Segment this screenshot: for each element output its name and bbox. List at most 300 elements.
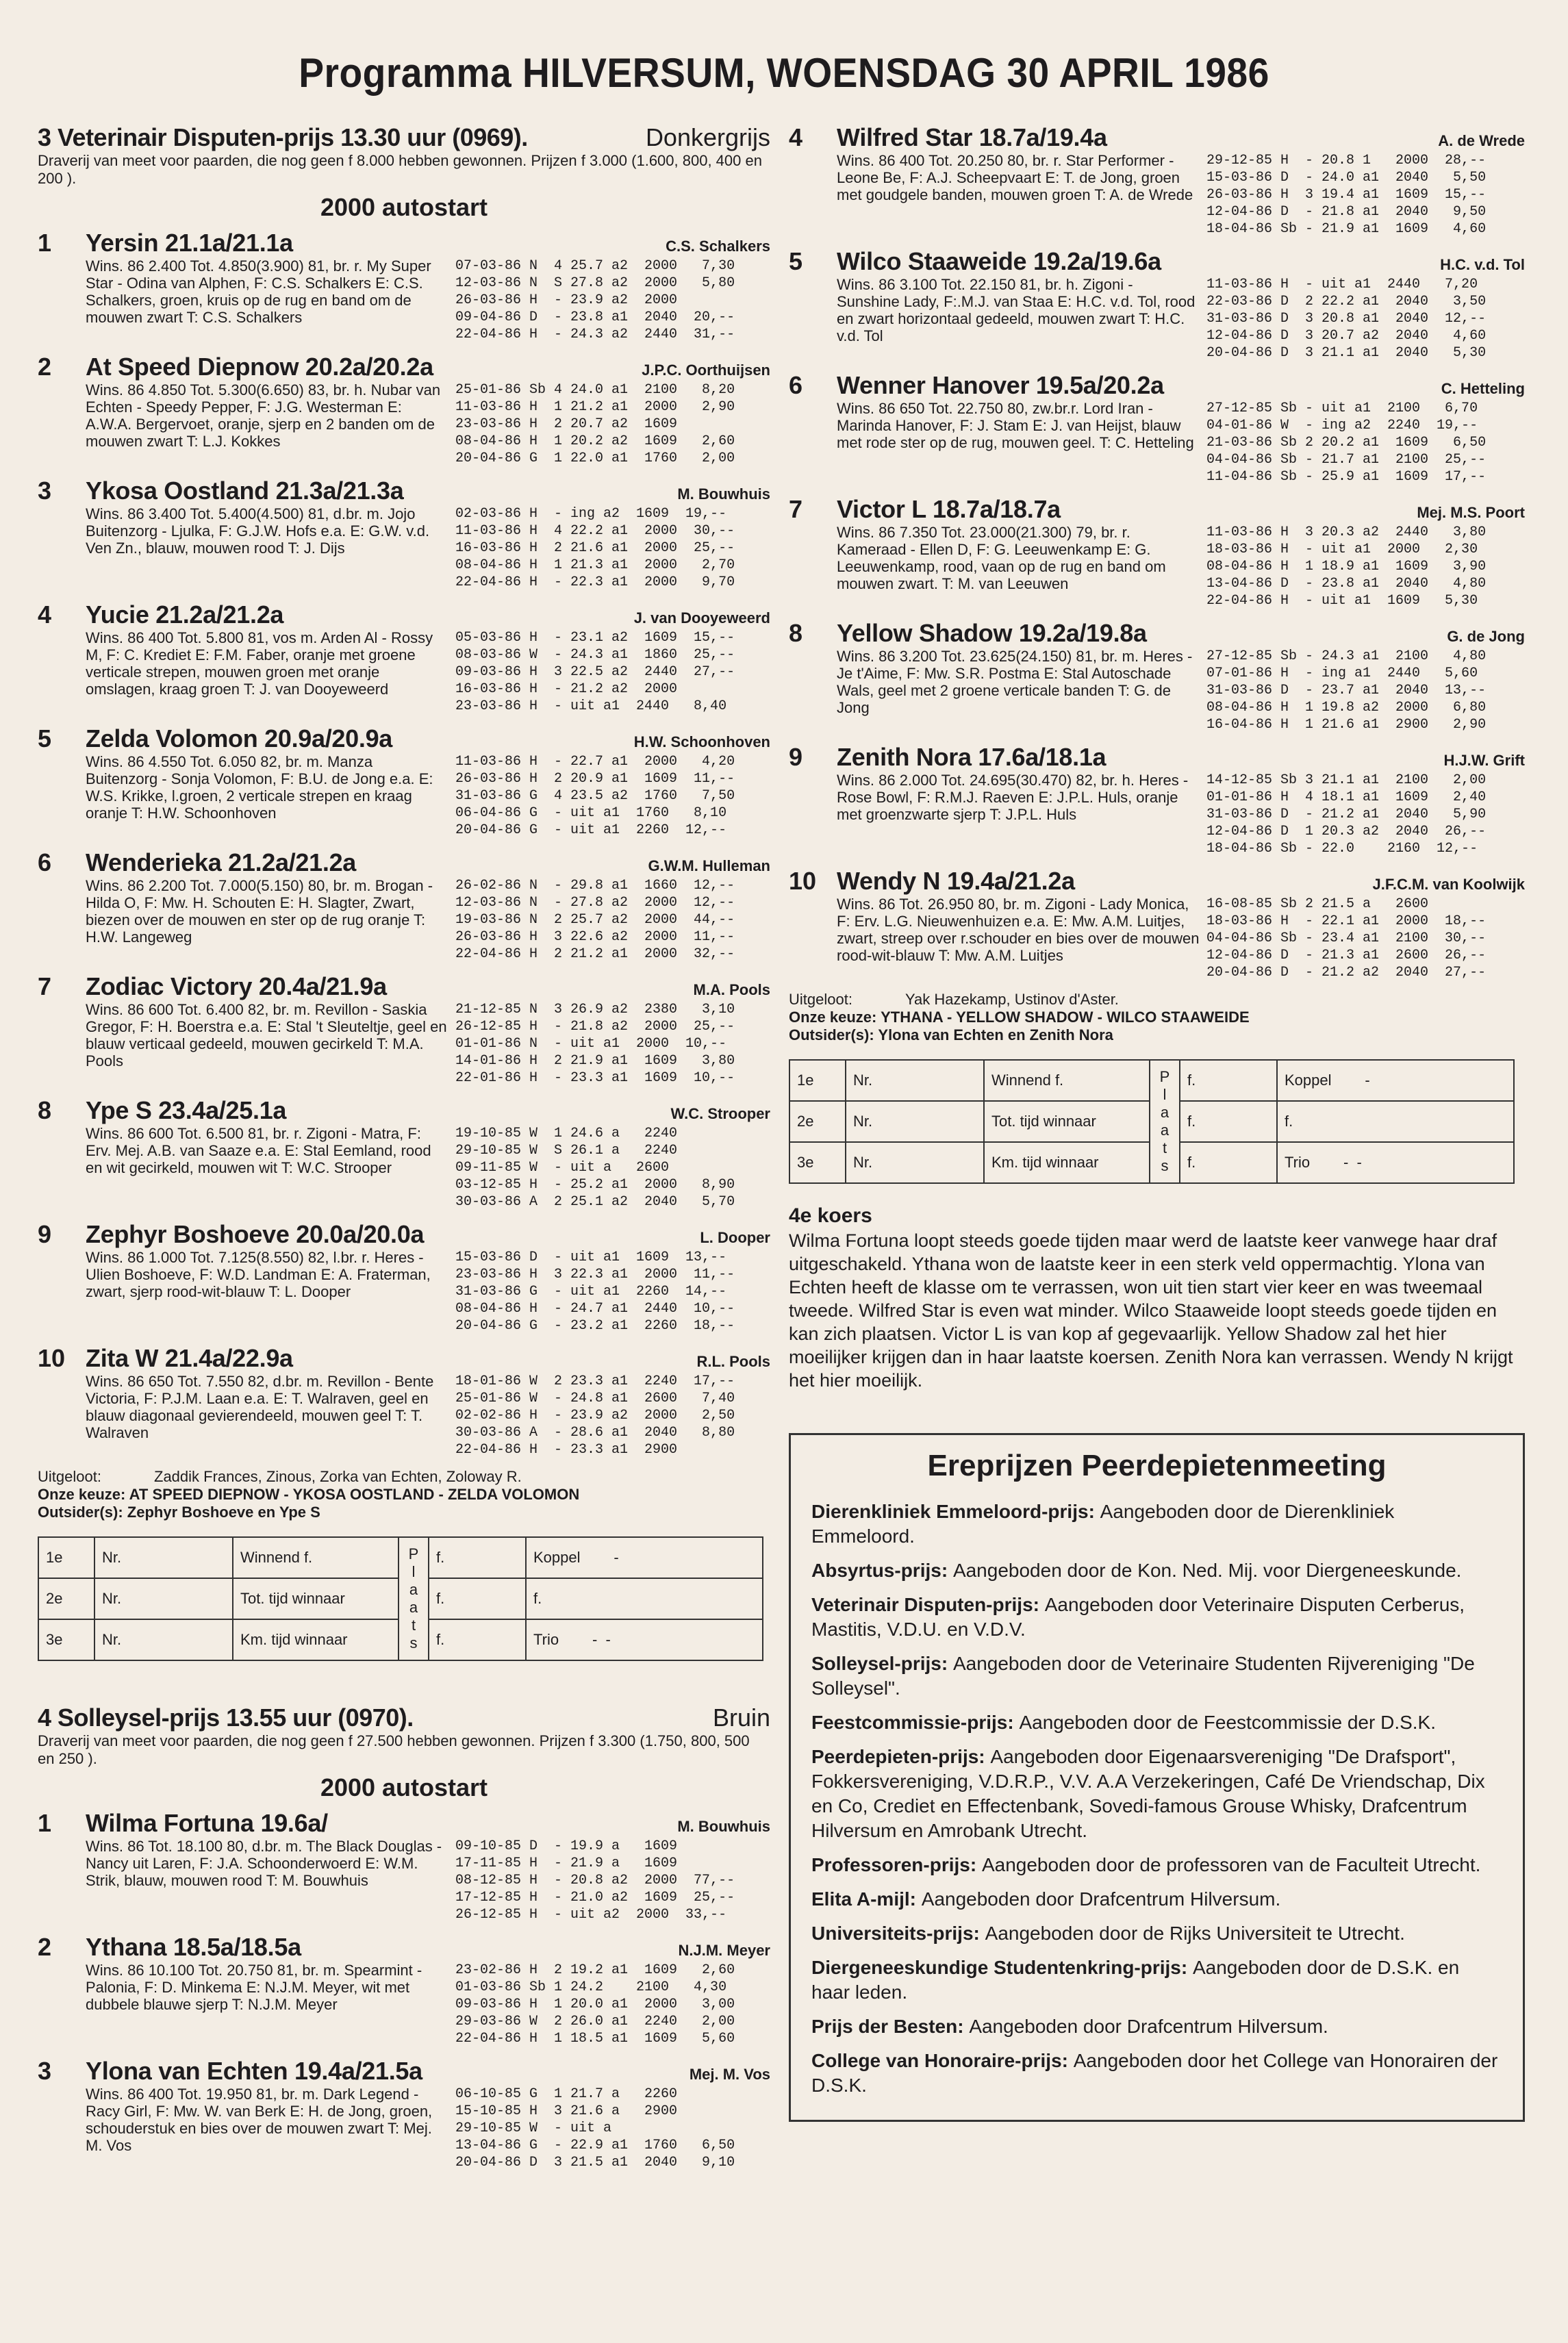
horse-body <box>86 381 770 467</box>
form-line: 12-03-86 N - 27.8 a2 2000 12,-- <box>455 895 735 911</box>
form-line: 14-01-86 H 2 21.9 a1 1609 3,80 <box>455 1053 735 1069</box>
horse-name: Yellow Shadow 19.2a/19.8a <box>837 619 1147 647</box>
horse-entry <box>789 495 1525 609</box>
outsiders-line <box>38 1504 770 1521</box>
form-line: 04-04-86 Sb - 21.7 a1 2100 25,-- <box>1206 452 1487 468</box>
form-line: 08-04-86 H - 24.7 a1 2440 10,-- <box>455 1301 735 1317</box>
uitgeloot-label: Uitgeloot: <box>38 1468 101 1485</box>
horse-header <box>38 600 770 629</box>
prize-item <box>811 1593 1502 1642</box>
prize-item <box>811 2014 1502 2039</box>
form-line: 12-03-86 N S 27.8 a2 2000 5,80 <box>455 275 735 291</box>
horse-driver: J. van Dooyeweerd <box>633 609 770 626</box>
horse-description: Wins. 86 2.000 Tot. 24.695(30.470) 82, br. h. Heres - Rose Bowl, F: R.M.J. Raeven E: J.P.L. Huls, oranje met groenzwarte sjerp T: J.P.L. Huls <box>837 772 1189 823</box>
form-line: 27-12-85 Sb - 24.3 a1 2100 4,80 <box>1206 648 1487 664</box>
horse-number: 1 <box>38 1809 52 1837</box>
form-line: 16-08-85 Sb 2 21.5 a 2600 <box>1206 896 1429 912</box>
horse-entry <box>38 1220 770 1334</box>
uitgeloot-value: Yak Hazekamp, Ustinov d'Aster. <box>905 991 1119 1008</box>
horse-number: 9 <box>38 1220 52 1248</box>
horse-header <box>789 867 1525 896</box>
prize-item <box>811 1955 1502 2005</box>
horse-description: Wins. 86 Tot. 18.100 80, d.br. m. The Black Douglas - Nancy uit Laren, F: J.A. Schoonderwoerd E: W.M. Strik, blauw, mouwen rood T: M. Bouwhuis <box>86 1838 442 1889</box>
result-extra: Koppel - <box>526 1537 763 1578</box>
horse-entry <box>38 2057 770 2171</box>
horse-form <box>455 1125 770 1211</box>
form-line: 07-01-86 H - ing a1 2440 5,60 <box>1206 666 1478 681</box>
form-line: 18-03-86 H - 22.1 a1 2000 18,-- <box>1206 913 1487 929</box>
horse-entry <box>38 1344 770 1458</box>
horse-form <box>1206 772 1525 857</box>
form-line: 01-01-86 H 4 18.1 a1 1609 2,40 <box>1206 789 1487 805</box>
prize-item <box>811 1499 1502 1549</box>
horse-body <box>86 2086 770 2171</box>
result-label: Km. tijd winnaar <box>984 1142 1150 1183</box>
race-color: Bruin <box>712 1704 770 1732</box>
horse-name: Yucie 21.2a/21.2a <box>86 600 284 629</box>
horse-header <box>38 353 770 381</box>
form-line: 23-03-86 H 3 22.3 a1 2000 11,-- <box>455 1267 735 1282</box>
result-label: Winnend f. <box>233 1537 399 1578</box>
horse-number: 3 <box>38 477 52 505</box>
form-line: 04-04-86 Sb - 23.4 a1 2100 30,-- <box>1206 930 1487 946</box>
result-position: 1e <box>789 1060 846 1101</box>
prize-name: Feestcommissie-prijs: <box>811 1712 1020 1733</box>
result-extra: f. <box>526 1578 763 1619</box>
prizes-box <box>789 1433 1525 2122</box>
horse-form <box>455 1838 770 1923</box>
form-line: 26-12-85 H - uit a2 2000 33,-- <box>455 1907 727 1923</box>
form-line: 08-04-86 H 1 19.8 a2 2000 6,80 <box>1206 700 1487 715</box>
horse-form <box>455 629 770 715</box>
horse-description: Wins. 86 10.100 Tot. 20.750 81, br. m. Spearmint - Palonia, F: D. Minkema E: N.J.M. Meyer, wit met dubbele blauwe sjerp T: N.J.M. Meyer <box>86 1962 422 2013</box>
horse-body <box>86 1125 770 1211</box>
keuze-label: Onze keuze: <box>789 1009 881 1026</box>
form-line: 20-04-86 G 1 22.0 a1 1760 2,00 <box>455 451 735 466</box>
prizes-title: Ereprijzen Peerdepietenmeeting <box>927 1449 1387 1482</box>
page-title: Programma HILVERSUM, WOENSDAG 30 APRIL 1986 <box>299 50 1269 96</box>
horse-entry <box>789 867 1525 981</box>
horse-name: Ythana 18.5a/18.5a <box>86 1933 301 1961</box>
outsiders-value: Zephyr Boshoeve en Ype S <box>127 1504 320 1521</box>
form-line: 18-04-86 Sb - 21.9 a1 1609 4,60 <box>1206 221 1487 237</box>
form-line: 08-04-86 H 1 21.3 a1 2000 2,70 <box>455 557 735 573</box>
race-title: 3 Veterinair Disputen-prijs 13.30 uur (0969). <box>38 123 528 151</box>
form-line: 25-01-86 Sb 4 24.0 a1 2100 8,20 <box>455 382 735 398</box>
prize-name: Solleysel-prijs: <box>811 1653 953 1674</box>
left-column <box>38 123 770 2181</box>
form-line: 22-01-86 H - 23.3 a1 1609 10,-- <box>455 1070 735 1086</box>
koers-text: Wilma Fortuna loopt steeds goede tijden maar werd de laatste keer vanwege haar draf uitgeschakeld. Ythana won de laatste keer in een sterk veld oppermachtig. Ylona van Echten heeft de klasse om te verrassen, won uit tien start vier keer en was tweemaal tweede. Wilfred Star is even wat minder. Wilco Staaweide loopt steeds goede tijden en kan zich plaatsen. Victor L is van kop af gegevaarlijk. Yellow Shadow zal het hier moeilijker krijgen dan in haar laatste koersen. Zenith Nora kan verrassen. Wendy N krijgt het hier moeilijk. <box>789 1230 1513 1391</box>
outsiders-value: Ylona van Echten en Zenith Nora <box>878 1026 1113 1043</box>
result-nr: Nr. <box>94 1578 233 1619</box>
keuze-value: YTHANA - YELLOW SHADOW - WILCO STAAWEIDE <box>881 1009 1250 1026</box>
prize-item <box>811 1710 1502 1735</box>
horse-number: 7 <box>38 972 52 1000</box>
form-line: 09-11-85 W - uit a 2600 <box>455 1160 670 1176</box>
horse-form <box>1206 896 1525 981</box>
prize-text: Aangeboden door de Rijks Universiteit te Utrecht. <box>985 1923 1405 1944</box>
horse-driver: R.L. Pools <box>696 1353 770 1370</box>
horse-driver: C. Hetteling <box>1441 380 1525 397</box>
horse-body <box>837 276 1525 362</box>
horse-entry <box>789 743 1525 857</box>
horse-driver: H.C. v.d. Tol <box>1440 256 1525 273</box>
uitgeloot-line <box>38 1468 770 1486</box>
horse-body <box>837 772 1525 857</box>
result-extra: Trio - - <box>526 1619 763 1660</box>
result-label: Km. tijd winnaar <box>233 1619 399 1660</box>
horse-form <box>455 1249 770 1334</box>
horse-body <box>86 1001 770 1087</box>
form-line: 16-03-86 H - 21.2 a2 2000 <box>455 681 678 697</box>
form-line: 26-03-86 H - 23.9 a2 2000 <box>455 292 678 308</box>
form-line: 09-04-86 D - 23.8 a1 2040 20,-- <box>455 309 735 325</box>
form-line: 12-04-86 D 1 20.3 a2 2040 26,-- <box>1206 824 1487 839</box>
horse-body <box>86 257 770 343</box>
prize-text: Aangeboden door het College van Honorairen der D.S.K. <box>811 2050 1498 2096</box>
result-plaats-f: f. <box>1180 1142 1277 1183</box>
horse-description: Wins. 86 4.850 Tot. 5.300(6.650) 83, br. h. Nubar van Echten - Speedy Pepper, F: J.G. Westerman E: A.W.A. Bergervoet, oranje, sjerp en 2 banden om de mouwen zwart T: L.J. Kokkes <box>86 381 441 450</box>
horse-description: Wins. 86 2.200 Tot. 7.000(5.150) 80, br. m. Brogan - Hilda O, F: Mw. H. Schouten E: H. Slagter, Zwart, biezen over de mouwen en ster op de rug oranje T: H.W. Langeweg <box>86 877 433 946</box>
horse-header <box>38 229 770 257</box>
form-line: 12-04-86 D - 21.3 a1 2600 26,-- <box>1206 948 1487 963</box>
form-line: 13-04-86 G - 22.9 a1 1760 6,50 <box>455 2138 735 2153</box>
form-line: 22-04-86 H - 23.3 a1 2900 <box>455 1442 678 1458</box>
horse-form <box>455 505 770 591</box>
form-line: 15-03-86 D - 24.0 a1 2040 5,50 <box>1206 170 1487 186</box>
form-line: 11-03-86 H - 22.7 a1 2000 4,20 <box>455 754 735 770</box>
result-plaats-f: f. <box>1180 1101 1277 1142</box>
form-line: 23-03-86 H - uit a1 2440 8,40 <box>455 698 727 714</box>
form-line: 19-10-85 W 1 24.6 a 2240 <box>455 1126 678 1141</box>
horse-form <box>1206 524 1525 609</box>
horse-number: 4 <box>38 600 52 629</box>
result-row <box>789 1060 1514 1101</box>
horse-entry <box>38 724 770 839</box>
horse-form <box>455 753 770 839</box>
result-nr: Nr. <box>846 1101 984 1142</box>
horse-body <box>86 1249 770 1334</box>
result-nr: Nr. <box>846 1142 984 1183</box>
form-line: 08-04-86 H 1 20.2 a2 1609 2,60 <box>455 433 735 449</box>
form-line: 02-03-86 H - ing a2 1609 19,-- <box>455 506 727 522</box>
result-table <box>789 1059 1515 1184</box>
form-line: 29-10-85 W S 26.1 a 2240 <box>455 1143 678 1158</box>
form-line: 02-02-86 H - 23.9 a2 2000 2,50 <box>455 1408 735 1423</box>
race-color: Donkergrijs <box>645 123 770 151</box>
horse-driver: M. Bouwhuis <box>677 1818 770 1835</box>
horse-header <box>38 972 770 1001</box>
horse-name: Ype S 23.4a/25.1a <box>86 1096 287 1124</box>
result-table <box>38 1536 763 1661</box>
result-nr: Nr. <box>94 1619 233 1660</box>
horse-body <box>837 524 1525 609</box>
prize-name: Prijs der Besten: <box>811 2016 970 2037</box>
horse-number: 1 <box>38 229 52 257</box>
prize-text: Aangeboden door de professoren van de Faculteit Utrecht. <box>981 1854 1481 1875</box>
horse-form <box>455 877 770 963</box>
horse-header <box>789 247 1525 276</box>
form-line: 18-03-86 H - uit a1 2000 2,30 <box>1206 542 1478 557</box>
form-line: 30-03-86 A - 28.6 a1 2040 8,80 <box>455 1425 735 1441</box>
form-line: 06-10-85 G 1 21.7 a 2260 <box>455 2086 678 2102</box>
horse-driver: A. de Wrede <box>1438 132 1525 149</box>
form-line: 01-01-86 N - uit a1 2000 10,-- <box>455 1036 727 1052</box>
horse-name: Zodiac Victory 20.4a/21.9a <box>86 972 387 1000</box>
form-line: 22-04-86 H - 22.3 a1 2000 9,70 <box>455 574 735 590</box>
horse-entry <box>789 371 1525 485</box>
koers-block <box>789 1204 1525 1392</box>
horse-entry <box>789 247 1525 362</box>
form-line: 18-04-86 Sb - 22.0 2160 12,-- <box>1206 841 1478 857</box>
prize-name: Absyrtus-prijs: <box>811 1560 953 1581</box>
form-line: 18-01-86 W 2 23.3 a1 2240 17,-- <box>455 1373 735 1389</box>
prize-text: Aangeboden door Eigenaarsvereniging "De Drafsport", Fokkersvereniging, V.D.R.P., V.V. A.A Verzekeringen, Café De Vriendschap, Dix en Co, Crediet en Effectenbank, Sovedi-famous Grouse Whisky, Drafcentrum Hilversum en Amrobank Utrecht. <box>811 1746 1485 1841</box>
race-start-type: 2000 autostart <box>320 193 488 221</box>
result-label: Winnend f. <box>984 1060 1150 1101</box>
horse-entry <box>38 477 770 591</box>
prize-text: Aangeboden door Drafcentrum Hilversum. <box>921 1888 1281 1910</box>
form-line: 27-12-85 Sb - uit a1 2100 6,70 <box>1206 401 1478 416</box>
horse-body <box>86 877 770 963</box>
form-line: 22-04-86 H - uit a1 1609 5,30 <box>1206 593 1478 609</box>
horse-body <box>86 629 770 715</box>
horse-form <box>1206 400 1525 485</box>
form-line: 22-03-86 D 2 22.2 a1 2040 3,50 <box>1206 294 1487 309</box>
uitgeloot-line <box>789 991 1525 1009</box>
prize-item <box>811 1558 1502 1583</box>
horse-name: Wenderieka 21.2a/21.2a <box>86 848 357 876</box>
horse-header <box>38 848 770 877</box>
form-line: 29-12-85 H - 20.8 1 2000 28,-- <box>1206 153 1487 168</box>
horse-body <box>86 1838 770 1923</box>
form-line: 20-04-86 D 3 21.5 a1 2040 9,10 <box>455 2155 735 2170</box>
horse-header <box>789 495 1525 524</box>
horse-description: Wins. 86 650 Tot. 22.750 80, zw.br.r. Lord Iran - Marinda Hanover, F: J. Stam E: J. van Heijst, blauw met rode ster op de rug, mouwen geel. T: C. Hetteling <box>837 400 1194 451</box>
horse-name: Zenith Nora 17.6a/18.1a <box>837 743 1107 771</box>
prize-name: Elita A-mijl: <box>811 1888 922 1910</box>
horse-driver: G. de Jong <box>1447 628 1525 645</box>
form-line: 23-02-86 H 2 19.2 a1 1609 2,60 <box>455 1962 735 1978</box>
prize-text: Aangeboden door Veterinaire Disputen Cerberus, Mastitis, V.D.U. en V.D.V. <box>811 1594 1465 1640</box>
prize-text: Aangeboden door de Kon. Ned. Mij. voor Diergeneeskunde. <box>952 1560 1462 1581</box>
horse-form <box>455 1373 770 1458</box>
horse-header <box>789 619 1525 648</box>
race-gap <box>38 1661 770 1704</box>
horse-form <box>455 1962 770 2047</box>
result-label: Tot. tijd winnaar <box>233 1578 399 1619</box>
prize-item <box>811 1921 1502 1946</box>
horse-name: At Speed Diepnow 20.2a/20.2a <box>86 353 433 381</box>
horse-name: Wendy N 19.4a/21.2a <box>837 867 1075 895</box>
horse-name: Wenner Hanover 19.5a/20.2a <box>837 371 1164 399</box>
form-line: 11-03-86 H 1 21.2 a1 2000 2,90 <box>455 399 735 415</box>
horse-header <box>789 743 1525 772</box>
form-line: 03-12-85 H - 25.2 a1 2000 8,90 <box>455 1177 735 1193</box>
prize-text: Aangeboden door de D.S.K. en haar leden. <box>811 1957 1460 2003</box>
horse-number: 9 <box>789 743 803 771</box>
horse-description: Wins. 86 400 Tot. 19.950 81, br. m. Dark Legend - Racy Girl, F: Mw. W. van Berk E: H. de Jong, groen, schouderstuk en bies over de mouwen zwart T: Mej. M. Vos <box>86 2086 433 2154</box>
result-plaats-f: f. <box>429 1619 526 1660</box>
horse-number: 8 <box>38 1096 52 1124</box>
horse-header <box>38 477 770 505</box>
form-line: 09-03-86 H 3 22.5 a2 2440 27,-- <box>455 664 735 680</box>
result-extra: Koppel - <box>1277 1060 1514 1101</box>
form-line: 17-12-85 H - 21.0 a2 1609 25,-- <box>455 1890 735 1905</box>
horse-description: Wins. 86 7.350 Tot. 23.000(21.300) 79, br. r. Kameraad - Ellen D, F: G. Leeuwenkamp E: G. Leeuwenkamp, rood, vaan op de rug en band om mouwen zwart. T: M. van Leeuwen <box>837 524 1166 592</box>
outsiders-label: Outsider(s): <box>38 1504 127 1521</box>
keuze-line <box>38 1486 770 1504</box>
horse-body <box>86 1962 770 2047</box>
form-line: 31-03-86 D - 23.7 a1 2040 13,-- <box>1206 683 1487 698</box>
form-line: 26-03-86 H 3 22.6 a2 2000 11,-- <box>455 929 735 945</box>
horse-body <box>837 152 1525 238</box>
form-line: 13-04-86 D - 23.8 a1 2040 4,80 <box>1206 576 1487 592</box>
plaats-label: P l a a t s <box>399 1537 429 1660</box>
form-line: 25-01-86 W - 24.8 a1 2600 7,40 <box>455 1391 735 1406</box>
form-line: 31-03-86 D - 21.2 a1 2040 5,90 <box>1206 807 1487 822</box>
result-nr: Nr. <box>846 1060 984 1101</box>
form-line: 07-03-86 N 4 25.7 a2 2000 7,30 <box>455 258 735 274</box>
result-plaats-f: f. <box>429 1578 526 1619</box>
result-position: 2e <box>789 1101 846 1142</box>
horse-driver: J.P.C. Oorthuijsen <box>642 362 770 379</box>
horse-entry <box>38 972 770 1087</box>
form-line: 08-03-86 W - 24.3 a1 1860 25,-- <box>455 647 735 663</box>
form-line: 17-11-85 H - 21.9 a 1609 <box>455 1856 678 1871</box>
horse-name: Yersin 21.1a/21.1a <box>86 229 293 257</box>
form-line: 15-03-86 D - uit a1 1609 13,-- <box>455 1250 727 1265</box>
horse-name: Wilco Staaweide 19.2a/19.6a <box>837 247 1161 275</box>
horse-name: Victor L 18.7a/18.7a <box>837 495 1061 523</box>
horse-header <box>38 1096 770 1125</box>
form-line: 11-03-86 H 4 22.2 a1 2000 30,-- <box>455 523 735 539</box>
form-line: 12-04-86 D 3 20.7 a2 2040 4,60 <box>1206 328 1487 344</box>
keuze-value: AT SPEED DIEPNOW - YKOSA OOSTLAND - ZELDA VOLOMON <box>129 1486 580 1503</box>
horse-driver: N.J.M. Meyer <box>678 1942 770 1959</box>
race-conditions: Draverij van meet voor paarden, die nog geen f 8.000 hebben gewonnen. Prijzen f 3.000 (1.600, 800, 400 en 200 ). <box>38 152 762 187</box>
horse-entry <box>38 1096 770 1211</box>
horse-form <box>1206 648 1525 733</box>
horse-header <box>789 123 1525 152</box>
form-line: 04-01-86 W - ing a2 2240 19,-- <box>1206 418 1478 433</box>
form-line: 11-03-86 H - uit a1 2440 7,20 <box>1206 277 1478 292</box>
horse-driver: H.W. Schoonhoven <box>633 733 770 750</box>
prize-item <box>811 1651 1502 1701</box>
result-position: 1e <box>38 1537 94 1578</box>
form-line: 06-04-86 G - uit a1 1760 8,10 <box>455 805 727 821</box>
prize-item <box>811 1745 1502 1843</box>
horse-driver: H.J.W. Grift <box>1443 752 1525 769</box>
result-label: Tot. tijd winnaar <box>984 1101 1150 1142</box>
prize-item <box>811 2049 1502 2098</box>
form-line: 31-03-86 D 3 20.8 a1 2040 12,-- <box>1206 311 1487 327</box>
race-header <box>38 1704 770 1732</box>
race-start-type: 2000 autostart <box>320 1773 488 1801</box>
horse-form <box>1206 276 1525 362</box>
result-position: 3e <box>38 1619 94 1660</box>
form-line: 26-02-86 N - 29.8 a1 1660 12,-- <box>455 878 735 894</box>
form-line: 11-03-86 H 3 20.3 a2 2440 3,80 <box>1206 524 1487 540</box>
prize-name: Dierenkliniek Emmeloord-prijs: <box>811 1501 1100 1522</box>
prize-name: Professoren-prijs: <box>811 1854 982 1875</box>
horse-header <box>38 1344 770 1373</box>
horse-description: Wins. 86 400 Tot. 5.800 81, vos m. Arden Al - Rossy M, F: C. Krediet E: F.M. Faber, oranje met groene verticale strepen, mouwen groen met oranje omslagen, kraag groen T: J. van Dooyeweerd <box>86 629 433 698</box>
form-line: 29-10-85 W - uit a <box>455 2120 612 2136</box>
prize-name: Diergeneeskundige Studentenkring-prijs: <box>811 1957 1193 1978</box>
outsiders-line <box>789 1026 1525 1044</box>
keuze-label: Onze keuze: <box>38 1486 129 1503</box>
prize-text: Aangeboden door de Feestcommissie der D.S.K. <box>1019 1712 1437 1733</box>
prize-name: Veterinair Disputen-prijs: <box>811 1594 1045 1615</box>
right-column <box>789 123 1525 2122</box>
horse-body <box>86 1373 770 1458</box>
horse-entry <box>38 229 770 343</box>
horse-body <box>837 648 1525 733</box>
form-line: 20-04-86 D 3 21.1 a1 2040 5,30 <box>1206 345 1487 361</box>
result-extra: Trio - - <box>1277 1142 1514 1183</box>
form-line: 21-12-85 N 3 26.9 a2 2380 3,10 <box>455 1002 735 1017</box>
horse-name: Zita W 21.4a/22.9a <box>86 1344 293 1372</box>
horse-form <box>1206 152 1525 238</box>
prize-item <box>811 1887 1502 1912</box>
horse-number: 5 <box>789 247 803 275</box>
horse-entry <box>38 353 770 467</box>
horse-description: Wins. 86 2.400 Tot. 4.850(3.900) 81, br. r. My Super Star - Odina van Alphen, F: C.S. Schalkers E: C.S. Schalkers, groen, kruis op de rug en band om de mouwen zwart T: C.S. Schalkers <box>86 257 431 326</box>
result-nr: Nr. <box>94 1537 233 1578</box>
horse-driver: L. Dooper <box>700 1229 770 1246</box>
form-line: 16-04-86 H 1 21.6 a1 2900 2,90 <box>1206 717 1487 733</box>
form-line: 22-04-86 H 1 18.5 a1 1609 5,60 <box>455 2031 735 2047</box>
horse-form <box>455 2086 770 2171</box>
result-plaats-f: f. <box>1180 1060 1277 1101</box>
horse-body <box>86 505 770 591</box>
horse-body <box>86 753 770 839</box>
form-line: 22-04-86 H - 24.3 a2 2440 31,-- <box>455 327 735 342</box>
horse-driver: C.S. Schalkers <box>666 238 770 255</box>
horse-entry <box>38 600 770 715</box>
form-line: 15-10-85 H 3 21.6 a 2900 <box>455 2103 678 2119</box>
prize-text: Aangeboden door Drafcentrum Hilversum. <box>969 2016 1328 2037</box>
result-position: 3e <box>789 1142 846 1183</box>
horse-form <box>455 381 770 467</box>
horse-header <box>38 1220 770 1249</box>
result-position: 2e <box>38 1578 94 1619</box>
form-line: 21-03-86 Sb 2 20.2 a1 1609 6,50 <box>1206 435 1487 451</box>
form-line: 26-03-86 H 3 19.4 a1 1609 15,-- <box>1206 187 1487 203</box>
race-title: 4 Solleysel-prijs 13.55 uur (0970). <box>38 1704 414 1732</box>
horse-body <box>837 896 1525 981</box>
form-line: 08-04-86 H 1 18.9 a1 1609 3,90 <box>1206 559 1487 574</box>
outsiders-label: Outsider(s): <box>789 1026 878 1043</box>
form-line: 19-03-86 N 2 25.7 a2 2000 44,-- <box>455 912 735 928</box>
form-line: 23-03-86 H 2 20.7 a2 1609 <box>455 416 678 432</box>
form-line: 20-04-86 D - 21.2 a2 2040 27,-- <box>1206 965 1487 980</box>
horse-driver: Mej. M. Vos <box>689 2066 770 2083</box>
horse-header <box>789 371 1525 400</box>
horse-header <box>38 1809 770 1838</box>
horse-description: Wins. 86 650 Tot. 7.550 82, d.br. m. Revillon - Bente Victoria, F: P.J.M. Laan e.a. E: T. Walraven, geel en blauw diagonaal gevierendeeld, mouwen geel T: T. Walraven <box>86 1373 434 1441</box>
result-plaats-f: f. <box>429 1537 526 1578</box>
horse-entry <box>789 619 1525 733</box>
horse-driver: M. Bouwhuis <box>677 485 770 503</box>
horse-name: Zephyr Boshoeve 20.0a/20.0a <box>86 1220 425 1248</box>
form-line: 05-03-86 H - 23.1 a2 1609 15,-- <box>455 630 735 646</box>
form-line: 11-04-86 Sb - 25.9 a1 1609 17,-- <box>1206 469 1487 485</box>
horse-description: Wins. 86 400 Tot. 20.250 80, br. r. Star Performer - Leone Be, F: A.J. Scheepvaart E: T. de Jong, groen met goudgele banden, mouwen groen T: A. de Wrede <box>837 152 1193 203</box>
horse-form <box>455 1001 770 1087</box>
